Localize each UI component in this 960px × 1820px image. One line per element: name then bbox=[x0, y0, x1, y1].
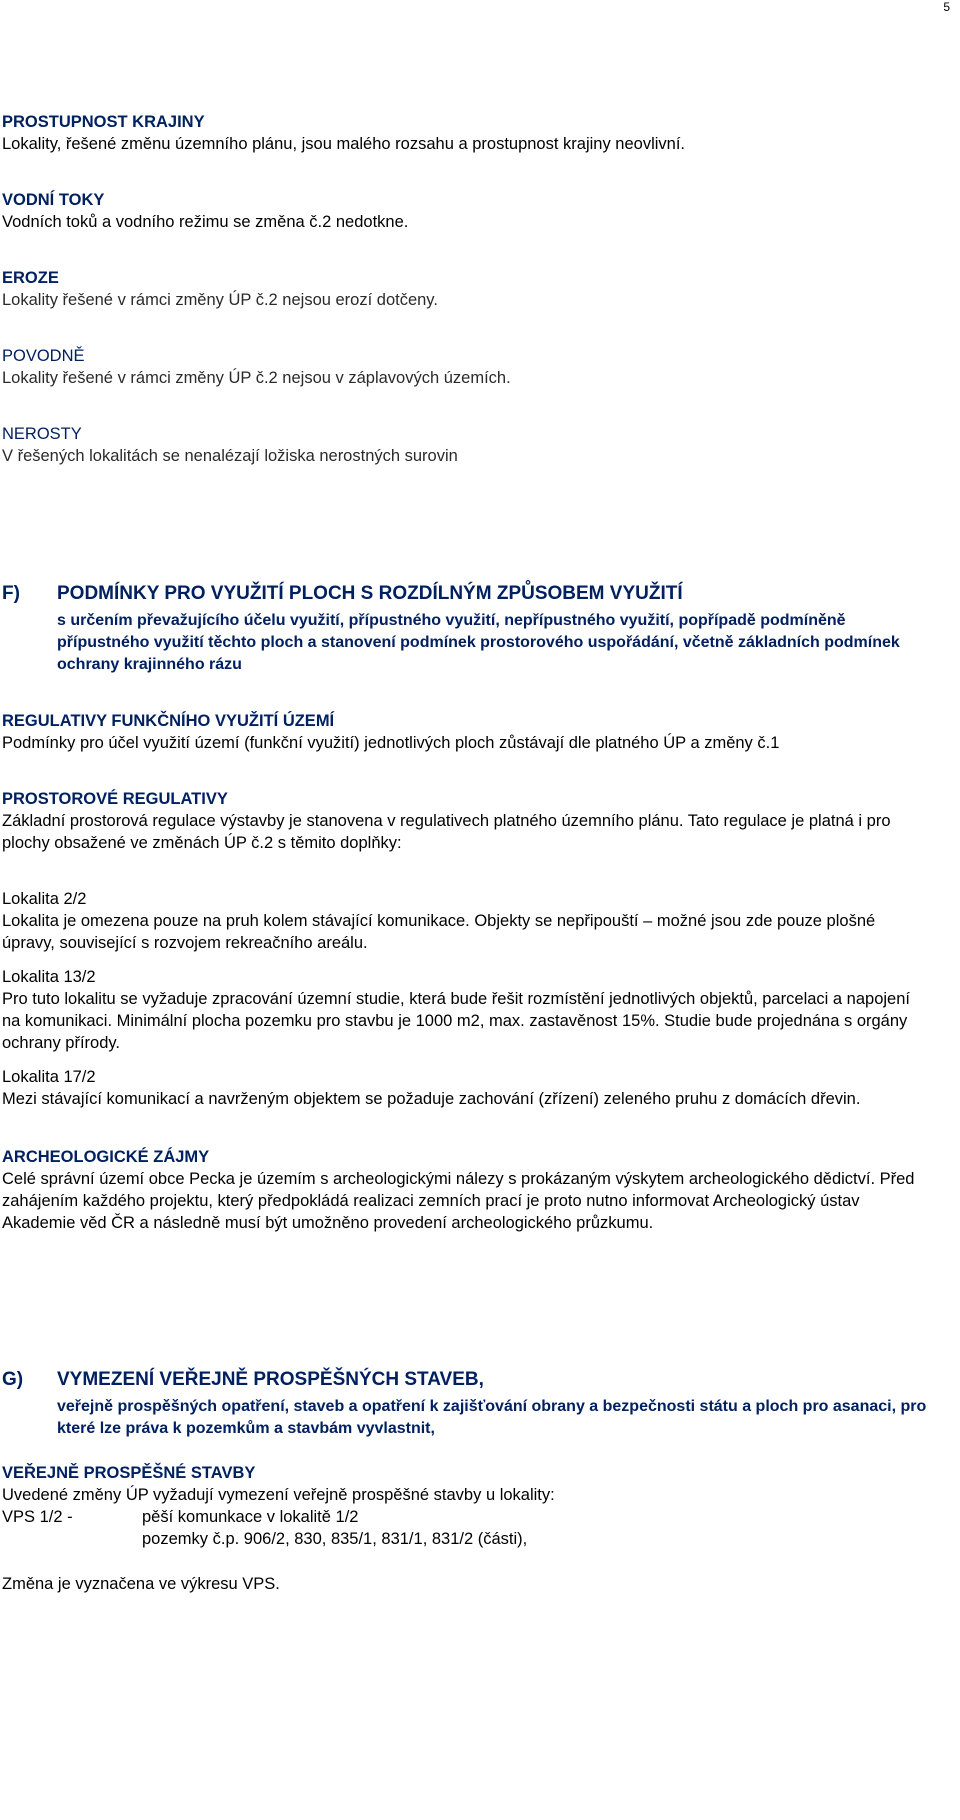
vps-row bbox=[2, 1528, 917, 1550]
heading-prostupnost: PROSTUPNOST KRAJINY bbox=[2, 113, 205, 131]
vps-code: VPS 1/2 - bbox=[2, 1508, 73, 1526]
section-eroze bbox=[2, 267, 917, 311]
text-vodni-toky: Vodních toků a vodního režimu se změna č.2 nedotkne. bbox=[2, 213, 409, 231]
section-f-letter: F) bbox=[2, 583, 20, 604]
text-prostorove: Základní prostorová regulace výstavby je stanovena v regulativech platného územního plánu. Tato regulace je platná i pro plochy obsažené ve změnách ÚP č.2 s těmito doplňky: bbox=[2, 812, 891, 852]
heading-povodne: POVODNĚ bbox=[2, 347, 85, 365]
section-regulativy-funkcniho bbox=[2, 710, 917, 754]
text-regulativy-funkcniho: Podmínky pro účel využití území (funkční využití) jednotlivých ploch zůstávají dle platného ÚP a změny č.1 bbox=[2, 734, 780, 752]
vps-footer bbox=[2, 1573, 917, 1595]
section-f-header bbox=[2, 582, 932, 682]
lokalita-title: Lokalita 13/2 bbox=[2, 968, 96, 986]
heading-vps: VEŘEJNĚ PROSPĚŠNÉ STAVBY bbox=[2, 1464, 256, 1482]
section-vodni-toky bbox=[2, 189, 917, 233]
vps-parcels: pozemky č.p. 906/2, 830, 835/1, 831/1, 831/2 (části), bbox=[142, 1530, 528, 1548]
heading-archeologie: ARCHEOLOGICKÉ ZÁJMY bbox=[2, 1148, 210, 1166]
section-povodne bbox=[2, 345, 917, 389]
section-prostorove-regulativy bbox=[2, 788, 917, 854]
page-number: 5 bbox=[943, 0, 950, 14]
vps-row bbox=[2, 1506, 917, 1528]
text-povodne: Lokality řešené v rámci změny ÚP č.2 nejsou v záplavových územích. bbox=[2, 369, 511, 387]
lokalita-17-2 bbox=[2, 1066, 917, 1110]
lokalita-title: Lokalita 17/2 bbox=[2, 1068, 96, 1086]
section-g-letter: G) bbox=[2, 1369, 24, 1390]
section-g-header bbox=[2, 1368, 932, 1448]
section-g-subtitle: veřejně prospěšných opatření, staveb a opatření k zajišťování obrany a bezpečnosti státu a ploch pro asanaci, pro které lze práva k pozemkům a stavbám vyvlastnit, bbox=[57, 1398, 927, 1437]
lokalita-text: Pro tuto lokalitu se vyžaduje zpracování územní studie, která bude řešit rozmístění jednotlivých objektů, parcelaci a napojení na komunikaci. Minimální plocha pozemku pro stavbu je 1000 m2, max. zastavěnost 15%. Studie bude projednána s orgány ochrany přírody. bbox=[2, 990, 910, 1052]
section-f-title: PODMÍNKY PRO VYUŽITÍ PLOCH S ROZDÍLNÝM ZPŮSOBEM VYUŽITÍ bbox=[57, 583, 683, 604]
section-archeologie bbox=[2, 1146, 917, 1234]
lokalita-2-2 bbox=[2, 888, 917, 954]
section-g-title: VYMEZENÍ VEŘEJNĚ PROSPĚŠNÝCH STAVEB, bbox=[57, 1369, 484, 1390]
heading-nerosty: NEROSTY bbox=[2, 425, 82, 443]
lokalita-text: Mezi stávající komunikací a navrženým objektem se požaduje zachování (zřízení) zeleného pruhu z domácích dřevin. bbox=[2, 1090, 861, 1108]
text-archeologie: Celé správní území obce Pecka je územím s archeologickými nálezy s prokázaným výskytem archeologického dědictví. Před zahájením každého projektu, který předpokládá realizaci zemních prací je proto nutno informovat Archeologický ústav Akademie věd ČR a následně musí být umožněno provedení archeologického průzkumu. bbox=[2, 1170, 915, 1232]
vps-list bbox=[2, 1506, 917, 1550]
text-nerosty: V řešených lokalitách se nenalézají ložiska nerostných surovin bbox=[2, 447, 458, 465]
vps-desc: pěší komunkace v lokalitě 1/2 bbox=[142, 1508, 359, 1526]
section-nerosty bbox=[2, 423, 917, 467]
heading-vodni-toky: VODNÍ TOKY bbox=[2, 191, 105, 209]
lokalita-title: Lokalita 2/2 bbox=[2, 890, 87, 908]
text-vps-footer: Změna je vyznačena ve výkresu VPS. bbox=[2, 1575, 280, 1593]
section-f-subtitle: s určením převažujícího účelu využití, přípustného využití, nepřípustného využití, popřípadě podmíněně přípustného využití těchto ploch a stanovení podmínek prostorového uspořádání, včetně základních podmínek ochrany krajinného rázu bbox=[57, 612, 900, 673]
text-prostupnost: Lokality, řešené změnu územního plánu, jsou malého rozsahu a prostupnost krajiny neovlivní. bbox=[2, 135, 685, 153]
text-eroze: Lokality řešené v rámci změny ÚP č.2 nejsou erozí dotčeny. bbox=[2, 291, 438, 309]
text-vps-intro: Uvedené změny ÚP vyžadují vymezení veřejně prospěšné stavby u lokality: bbox=[2, 1486, 555, 1504]
section-vps bbox=[2, 1462, 917, 1506]
lokalita-text: Lokalita je omezena pouze na pruh kolem stávající komunikace. Objekty se nepřipouští – možné jsou zde pouze plošné úpravy, související s rozvojem rekreačního areálu. bbox=[2, 912, 876, 952]
heading-regulativy-funkcniho: REGULATIVY FUNKČNÍHO VYUŽITÍ ÚZEMÍ bbox=[2, 712, 335, 730]
lokalita-13-2 bbox=[2, 966, 917, 1054]
section-prostupnost bbox=[2, 111, 917, 155]
heading-prostorove: PROSTOROVÉ REGULATIVY bbox=[2, 790, 228, 808]
heading-eroze: EROZE bbox=[2, 269, 59, 287]
